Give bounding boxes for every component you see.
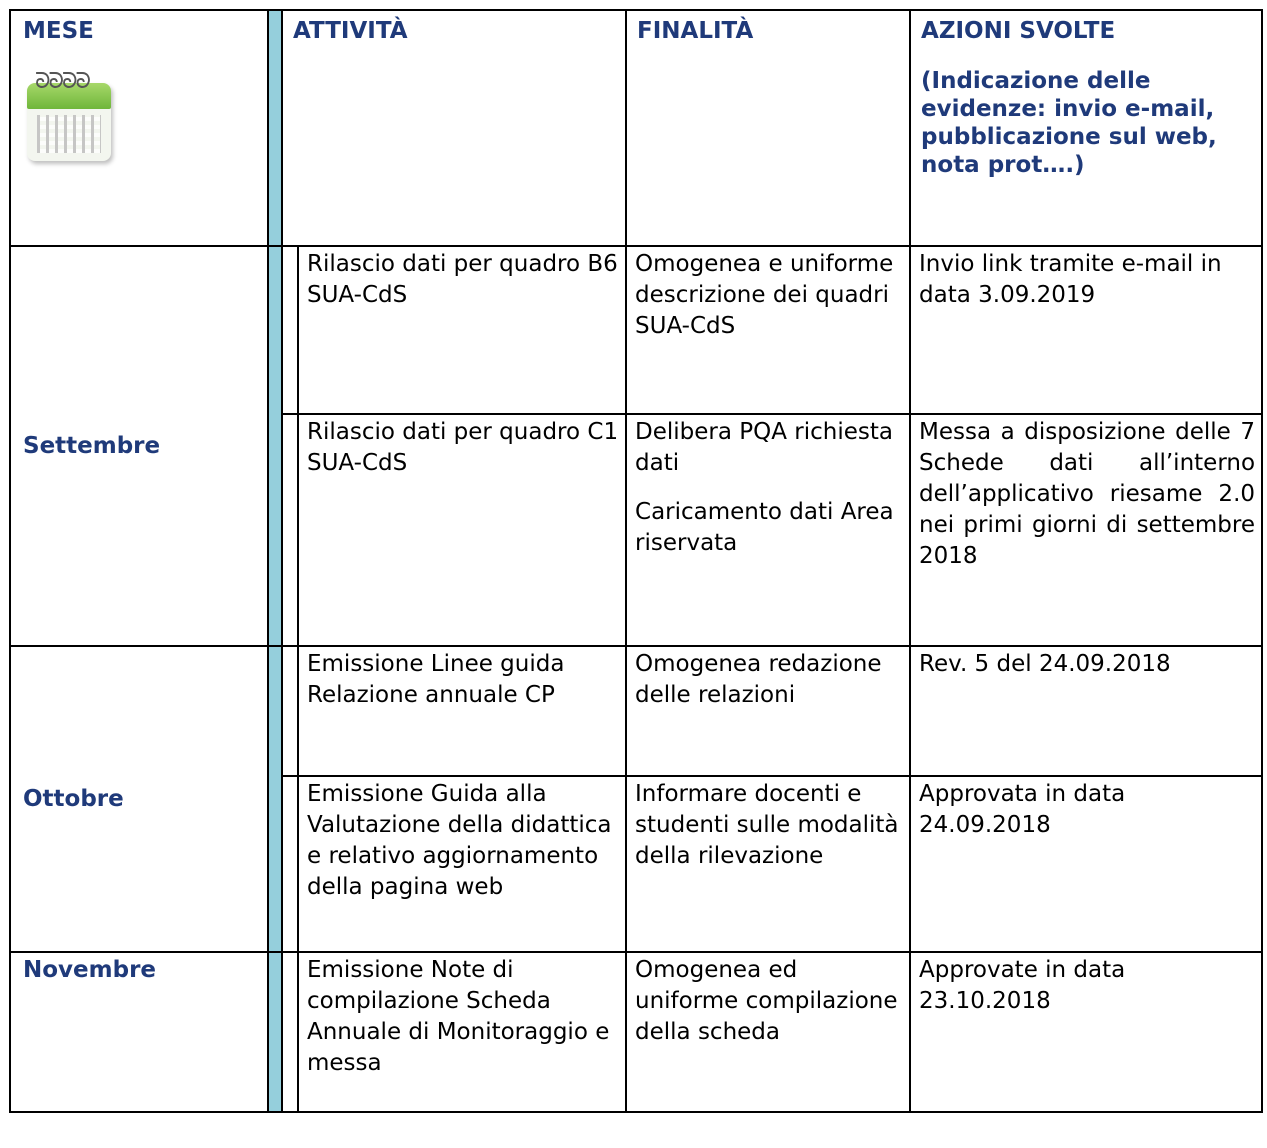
month-cell: Settembre [10, 246, 268, 646]
header-row [10, 10, 1262, 246]
row-spacer [282, 952, 298, 1112]
table-row [10, 246, 1262, 414]
attivita-cell: Rilascio dati per quadro B6 SUA-CdS [298, 246, 626, 414]
header-azioni-sub: (Indicazione delle evidenze: invio e-mail, pubblicazione sul web, nota prot….) [921, 68, 1217, 178]
finalita-line-2: Caricamento dati Area riservata [635, 499, 894, 556]
azioni-cell: Approvata in data 24.09.2018 [910, 776, 1262, 952]
attivita-cell: Emissione Guida alla Valutazione della didattica e relativo aggiornamento della pagina web [298, 776, 626, 952]
attivita-cell: Rilascio dati per quadro C1 SUA-CdS [298, 414, 626, 646]
header-finalita-cell [626, 10, 910, 246]
azioni-cell: Invio link tramite e-mail in data 3.09.2019 [910, 246, 1262, 414]
finalita-cell: Omogenea ed uniforme compilazione della scheda [626, 952, 910, 1112]
finalita-cell: Informare docenti e studenti sulle modalità della rilevazione [626, 776, 910, 952]
header-mese-cell [10, 10, 268, 246]
calendar-icon: ᘐᘐᘐᘐ [23, 69, 115, 163]
header-attivita: ATTIVITÀ [293, 18, 408, 44]
attivita-cell: Emissione Linee guida Relazione annuale CP [298, 646, 626, 776]
table-row [10, 646, 1262, 776]
band-divider [268, 10, 282, 246]
azioni-cell: Rev. 5 del 24.09.2018 [910, 646, 1262, 776]
attivita-cell: Emissione Note di compilazione Scheda Annuale di Monitoraggio e messa [298, 952, 626, 1112]
header-azioni: AZIONI SVOLTE [921, 18, 1116, 44]
row-spacer [282, 246, 298, 414]
band-divider [268, 952, 282, 1112]
header-azioni-cell [910, 10, 1262, 246]
month-cell: Novembre [10, 952, 268, 1112]
azioni-cell: Approvate in data 23.10.2018 [910, 952, 1262, 1112]
finalita-cell: Omogenea redazione delle relazioni [626, 646, 910, 776]
finalita-line-1: Delibera PQA richiesta dati [635, 419, 893, 476]
row-spacer [282, 646, 298, 776]
row-spacer [282, 776, 298, 952]
table-row [10, 952, 1262, 1112]
finalita-cell [626, 414, 910, 646]
finalita-cell: Omogenea e uniforme descrizione dei quadri SUA-CdS [626, 246, 910, 414]
row-spacer [282, 414, 298, 646]
header-mese: MESE [23, 18, 94, 44]
month-cell: Ottobre [10, 646, 268, 952]
band-divider [268, 246, 282, 646]
azioni-cell: Messa a disposizione delle 7 Schede dati all’interno dell’applicativo riesame 2.0 nei primi giorni di settembre 2018 [910, 414, 1262, 646]
header-attivita-cell [282, 10, 626, 246]
activity-table [9, 9, 1263, 1113]
band-divider [268, 646, 282, 952]
header-finalita: FINALITÀ [637, 18, 754, 44]
